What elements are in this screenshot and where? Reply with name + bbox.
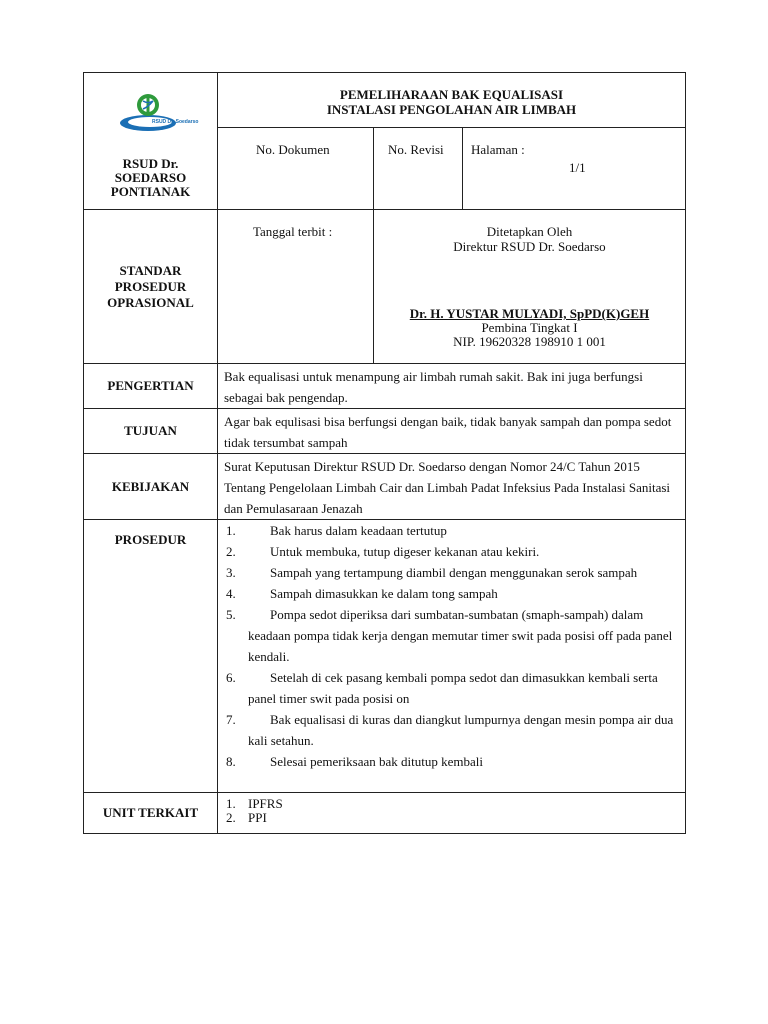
prosedur-step [218, 751, 679, 772]
step-text: Sampah yang tertampung diambil dengan menggunakan serok sampah [270, 565, 638, 580]
prosedur-label: PROSEDUR [84, 520, 218, 793]
ditetapkan-oleh: Ditetapkan Oleh [486, 224, 573, 239]
prosedur-step [218, 667, 679, 709]
step-number: 3. [226, 565, 236, 580]
tanggal-terbit-label: Tanggal terbit : [218, 210, 374, 363]
step-text: Bak equalisasi di kuras dan diangkut lumpurnya dengan mesin pompa air dua kali setahun. [248, 712, 674, 748]
no-dokumen-label: No. Dokumen [218, 128, 374, 209]
direktur-title: Direktur RSUD Dr. Soedarso [453, 239, 606, 254]
signer-nip: NIP. 19620328 198910 1 001 [453, 334, 606, 349]
sop-approval-cell [218, 210, 686, 364]
prosedur-step [218, 583, 679, 604]
kebijakan-text: Surat Keputusan Direktur RSUD Dr. Soedarso dengan Nomor 24/C Tahun 2015 Tentang Pengelolaan Limbah Cair dan Limbah Padat Infeksius Pada Instalasi Sanitasi dan Pemulasaraan Jenazah [218, 454, 686, 520]
signer-rank: Pembina Tingkat I [481, 320, 578, 335]
document-meta-cell [218, 128, 686, 210]
step-text: Untuk membuka, tutup digeser kekanan atau kekiri. [270, 544, 540, 559]
halaman-cell [463, 128, 685, 209]
step-text: Pompa sedot diperiksa dari sumbatan-sumbatan (smaph-sampah) dalam keadaan pompa tidak kerja dengan memutar timer swit pada posisi off pada panel kendali. [248, 607, 673, 664]
step-number: 8. [226, 754, 236, 769]
step-number: 7. [226, 712, 236, 727]
sop-document [83, 72, 685, 834]
unit-number: 1. [226, 796, 236, 811]
kebijakan-label: KEBIJAKAN [84, 454, 218, 520]
approval-block [374, 210, 685, 363]
prosedur-list [218, 520, 679, 772]
sop-label: STANDAR PROSEDUR OPRASIONAL [84, 210, 218, 364]
unit-terkait-label: UNIT TERKAIT [84, 793, 218, 834]
unit-number: 2. [226, 810, 236, 825]
prosedur-step [218, 520, 679, 541]
document-title: PEMELIHARAAN BAK EQUALISASI INSTALASI PENGOLAHAN AIR LIMBAH [218, 73, 686, 128]
step-number: 2. [226, 544, 236, 559]
step-number: 5. [226, 607, 236, 622]
step-number: 6. [226, 670, 236, 685]
signer-name: Dr. H. YUSTAR MULYADI, SpPD(K)GEH [409, 306, 650, 321]
step-text: Selesai pemeriksaan bak ditutup kembali [270, 754, 483, 769]
no-revisi-label: No. Revisi [374, 128, 463, 209]
prosedur-cell [218, 520, 686, 793]
unit-terkait-list [218, 793, 685, 831]
hospital-logo-icon [118, 89, 199, 135]
hospital-name: RSUD Dr. SOEDARSO PONTIANAK [110, 156, 191, 199]
step-text: Sampah dimasukkan ke dalam tong sampah [270, 586, 498, 601]
step-number: 4. [226, 586, 236, 601]
unit-text: PPI [248, 810, 267, 825]
pengertian-label: PENGERTIAN [84, 364, 218, 409]
prosedur-step [218, 541, 679, 562]
halaman-value: 1/1 [569, 160, 586, 175]
tujuan-text: Agar bak equlisasi bisa berfungsi dengan baik, tidak banyak sampah dan pompa sedot tidak tersumbat sampah [218, 409, 686, 454]
unit-terkait-cell [218, 793, 686, 834]
logo-text: RSUD Dr. Soedarso [152, 119, 199, 125]
prosedur-step [218, 562, 679, 583]
unit-item [226, 797, 685, 811]
prosedur-step [218, 709, 679, 751]
pengertian-text: Bak equalisasi untuk menampung air limbah rumah sakit. Bak ini juga berfungsi sebagai bak pengendap. [218, 364, 686, 409]
sop-table [83, 72, 686, 834]
prosedur-step [218, 604, 679, 667]
step-number: 1. [226, 523, 236, 538]
halaman-label: Halaman : [471, 142, 525, 157]
unit-item [226, 811, 685, 825]
unit-text: IPFRS [248, 796, 283, 811]
hospital-identity-cell [84, 73, 218, 210]
tujuan-label: TUJUAN [84, 409, 218, 454]
step-text: Bak harus dalam keadaan tertutup [270, 523, 447, 538]
step-text: Setelah di cek pasang kembali pompa sedot dan dimasukkan kembali serta panel timer swit pada posisi on [248, 670, 658, 706]
